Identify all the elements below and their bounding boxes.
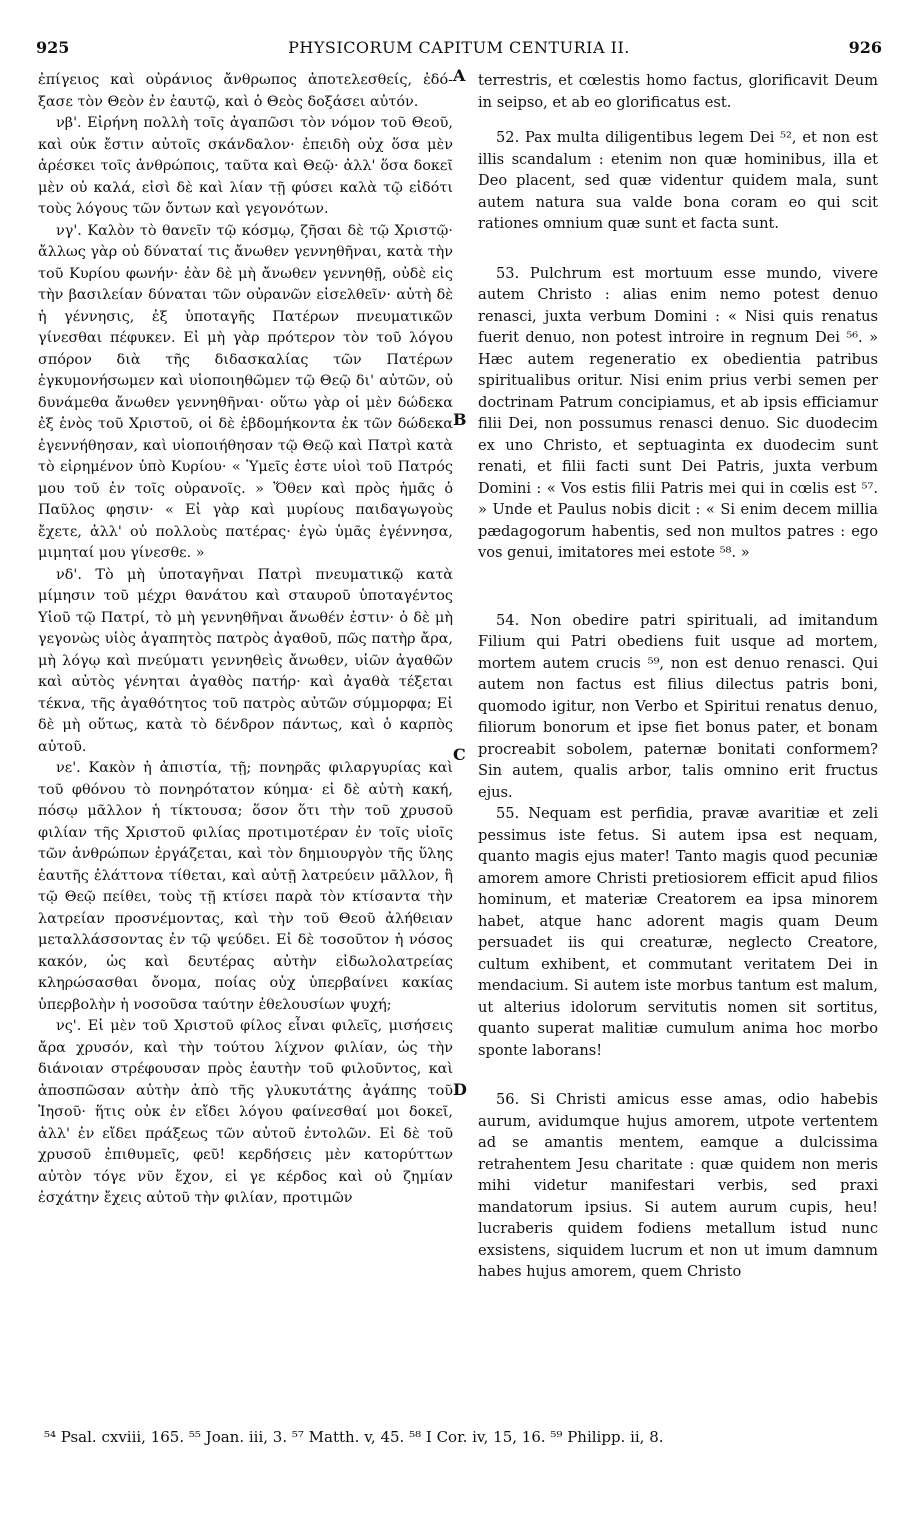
greek-paragraph-52: νβ'. Εἰρήνη πολλὴ τοῖς ἀγαπῶσι τὸν νόμον τοῦ Θεοῦ, καὶ οὐκ ἔστιν αὐτοῖς σκάνδαλον· ἐπειδὴ οὐχ ὅσα μὲν ἀρέσκει τοῖς ἀνθρώποις, ταῦτα καὶ Θεῷ· ἀλλ' ὅσα δοκεῖ μὲν οὐ καλά, εἰσὶ δὲ καὶ λίαν τῇ φύσει καλὰ τῷ εἰδότι τοὺς λόγους τῶν ὄντων καὶ γεγονότων. xyxy=(38,115,453,217)
page-number-right: 926 xyxy=(848,38,882,57)
margin-letter-c: C xyxy=(453,745,466,764)
running-title: PHYSICORUM CAPITUM CENTURIA II. xyxy=(288,38,630,57)
footnotes: ⁵⁴ Psal. cxviii, 165. ⁵⁵ Joan. iii, 3. ⁵⁷ Matth. v, 45. ⁵⁸ I Cor. iv, 15, 16. ⁵⁹ Philipp. ii, 8. xyxy=(44,1428,664,1446)
latin-paragraph-51-end: terrestris, et cœlestis homo factus, glorificavit Deum in seipso, et ab eo glorificatus est. xyxy=(478,72,878,111)
paragraph-gap xyxy=(478,564,878,610)
latin-paragraph-52: 52. Pax multa diligentibus legem Dei ⁵², et non est illis scandalum : etenim non quæ hominibus, illa et Deo placent, sed quæ videntur quidem mala, sunt autem natura sua valde bona coram eo qui scit rationes omnium quæ sunt et facta sunt. xyxy=(478,129,878,232)
greek-paragraph-56: νς'. Εἰ μὲν τοῦ Χριστοῦ φίλος εἶναι φιλεῖς, μισήσεις ἄρα χρυσόν, καὶ τὴν τούτου λίχνον φιλίαν, ὡς τὴν διάνοιαν στρέφουσαν πρὸς ἑαυτὴν τοῦ φιλοῦντος, καὶ ἀποσπῶσαν αὐτὴν ἀπὸ τῆς γλυκυτάτης ἀγάπης τοῦ Ἰησοῦ· ἥτις οὐκ ἐν εἴδει λόγου φαίνεσθαί μοι δοκεῖ, ἀλλ' ἐν εἴδει πράξεως τῶν αὐτοῦ ἐντολῶν. Εἰ δὲ τοῦ χρυσοῦ ἐπιθυμεῖς, φεῦ! κερδήσεις μὲν κατορύττων αὐτὸν τόγε νῦν ἔχον, εἰ γε κέρδος καὶ οὐ ζημίαν ἐσχάτην ἔχεις αὐτοῦ τὴν φιλίαν, προτιμῶν xyxy=(38,1018,453,1206)
latin-paragraph-53: 53. Pulchrum est mortuum esse mundo, vivere autem Christo : alias enim nemo potest denuo renasci, juxta verbum Domini : « Nisi quis renatus fuerit denuo, non potest introire in regnum Dei ⁵⁶. » Hæc autem regeneratio ex obedientia patribus spiritualibus oritur. Nisi enim prius verbi semen per doctrinam Patrum concipiamus, et ab ipsis efficiamur filii Dei, non possumus renasci denuo. Sic duodecim ex uno Christo, et septuaginta ex duodecim sunt renati, et filii facti sunt Dei Patris, juxta verbum Domini : « Vos estis filii Patris mei qui in cœlis est ⁵⁷. » Unde et Paulus nobis dicit : « Si enim decem millia pædagogorum habentis, sed non multos patres : ego vos genui, imitatores mei estote ⁵⁸. » xyxy=(478,264,878,561)
page-header xyxy=(36,38,882,60)
margin-letter-d: D xyxy=(453,1080,467,1099)
paragraph-gap xyxy=(478,1061,878,1089)
paragraph-gap xyxy=(478,113,878,127)
latin-paragraph-55: 55. Nequam est perfidia, pravæ avaritiæ et zeli pessimus iste fetus. Si autem ipsa est nequam, quanto magis ejus mater! Tanto magis quod pecuniæ amorem amore Christi pretiosiorem efficit apud filios hominum, et materiæ Creatorem ea ipsa minorem habet, atque hanc adorent magis quam Deum persuadet iis qui creaturæ, neglecto Creatore, cultum exhibent, et commutant veritatem Dei in mendacium. Si autem iste morbus tantum est malum, ut alterius idolorum servitutis nomen sit sortitus, quanto superat malitiæ cumulum anima hoc morbo sponte laborans! xyxy=(478,805,878,1059)
margin-letter-a: A xyxy=(453,66,466,85)
margin-letter-b: B xyxy=(453,410,467,429)
page-number-left: 925 xyxy=(36,38,70,57)
greek-column xyxy=(38,70,453,1420)
latin-paragraph-56: 56. Si Christi amicus esse amas, odio habebis aurum, avidumque hujus amorem, utpote vertentem ad se amantis mentem, eamque a dulcissima retrahentem Jesu charitate : quæ quidem non meris mihi videtur manifestari verbis, sed praxi mandatorum ipsius. Si autem aurum cupis, heu! lucraberis quidem fodiens metallum istud nunc exsistens, siquidem lucrum et non ut imum damnum habes hujus amorem, quem Christo xyxy=(478,1091,878,1280)
greek-paragraph-54: νδ'. Τὸ μὴ ὑποταγῆναι Πατρὶ πνευματικῷ κατὰ μίμησιν τοῦ μέχρι θανάτου καὶ σταυροῦ ὑποταγέντος Υἱοῦ τῷ Πατρί, τὸ μὴ γεννηθῆναι ἄνωθέν ἐστιν· ὁ δὲ μὴ γεγονὼς υἱὸς ἀγαπητὸς πατρὸς ἀγαθοῦ, πῶς πατὴρ ἄρα, μὴ λόγῳ καὶ πνεύματι γεννηθεὶς ἄνωθεν, υἱῶν ἀγαθῶν καὶ αὐτὸς γένηται ἀγαθὸς πατήρ· καὶ ἀγαθὰ τέξεται τέκνα, τῆς ἀγαθότητος τοῦ πατρὸς αὐτῶν σύμμορφα; Εἰ δὲ μὴ οὕτως, κατὰ τὸ δένδρον πάντως, καὶ ὁ καρπὸς αὐτοῦ. xyxy=(38,566,453,755)
paragraph-gap xyxy=(478,235,878,263)
greek-paragraph-55: νε'. Κακὸν ἡ ἀπιστία, τῇ; πονηρᾶς φιλαργυρίας καὶ τοῦ φθόνου τὸ πονηρότατον κύημα· εἰ δὲ αὐτὴ κακή, πόσῳ μᾶλλον ἡ τίκτουσα; ὅσον ὅτι τὴν τοῦ χρυσοῦ φιλίαν τῆς Χριστοῦ φιλίας προτιμοτέραν ἐν τοῖς υἱοῖς τῶν ἀνθρώπων ἐργάζεται, καὶ τὸν δημιουργὸν τῆς ὕλης ἑαυτῆς ἐλάττονα τίθεται, καὶ αὐτῇ λατρεύειν μᾶλλον, ἢ τῷ Θεῷ πείθει, τοὺς τῇ κτίσει παρὰ τὸν κτίσαντα τὴν λατρείαν προσνέμοντας, καὶ τὴν τοῦ Θεοῦ ἀλήθειαν μεταλλάσσοντας ἐν τῷ ψεύδει. Εἰ δὲ τοσοῦτον ἡ νόσος κακόν, ὡς καὶ δευτέρας αὐτὴν εἰδωλολατρείας κληρώσασθαι ὄνομα, ποίας οὐχ ὑπερβαίνει κακίας ὑπερβολὴν ἡ νοσοῦσα ταύτην ἐθελουσίων ψυχή; xyxy=(38,760,453,1013)
latin-paragraph-54: 54. Non obedire patri spirituali, ad imitandum Filium qui Patri obediens fuit usque ad mortem, mortem autem crucis ⁵⁹, non est denuo renasci. Qui autem non factus est filius dilectus patris boni, quomodo igitur, non Verbo et Spiritui renatus denuo, filiorum bonorum et ipse fiet bonus pater, et bonam procreabit sobolem, paternæ bonitati conformem? Sin autem, qualis arbor, talis omnino erit fructus ejus. xyxy=(478,611,878,801)
greek-paragraph-53: νγ'. Καλὸν τὸ θανεῖν τῷ κόσμῳ, ζῆσαι δὲ τῷ Χριστῷ· ἄλλως γὰρ οὐ δύναταί τις ἄνωθεν γεννηθῆναι, κατὰ τὴν τοῦ Κυρίου φωνήν· ἐὰν δὲ μὴ ἄνωθεν γεννηθῇ, οὐδὲ εἰς τὴν βασιλείαν δύναται τῶν οὐρανῶν εἰσελθεῖν· αὐτὴ δὲ ἡ γέννησις, ἐξ ὑποταγῆς Πατέρων πνευματικῶν γίνεσθαι πέφυκεν. Εἰ μὴ γὰρ πρότερον τὸν τοῦ λόγου σπόρον διὰ τῆς διδασκαλίας τῶν Πατέρων ἐγκυμονήσωμεν καὶ υἱοποιηθῶμεν τῷ Θεῷ δι' αὐτῶν, οὐ δυνάμεθα ἄνωθεν γεννηθῆναι· οὕτω γὰρ οἱ μὲν δώδεκα ἐξ ἑνὸς τοῦ Χριστοῦ, οἱ δὲ ἑβδομήκοντα ἐκ τῶν δώδεκα ἐγεννήθησαν, καὶ υἱοποιήθησαν τῷ Θεῷ καὶ Πατρὶ κατὰ τὸ εἰρημένον ὑπὸ Κυρίου· « Ὑμεῖς ἐστε υἱοὶ τοῦ Πατρός μου τοῦ ἐν τοῖς οὐρανοῖς. » Ὅθεν καὶ πρὸς ἡμᾶς ὁ Παῦλος φησιν· « Εἰ γὰρ καὶ μυρίους παιδαγωγοὺς ἔχετε, ἀλλ' οὐ πολλοὺς πατέρας· ἐγὼ ὑμᾶς ἐγέννησα, μιμηταί μου γίνεσθε. » xyxy=(38,222,453,561)
latin-column xyxy=(478,70,878,1420)
greek-paragraph-51-end: ἐπίγειος καὶ οὐράνιος ἄνθρωπος ἀποτελεσθείς, ἐδό-ξασε τὸν Θεὸν ἐν ἑαυτῷ, καὶ ὁ Θεὸς δοξάσει αὐτόν. xyxy=(38,72,453,110)
